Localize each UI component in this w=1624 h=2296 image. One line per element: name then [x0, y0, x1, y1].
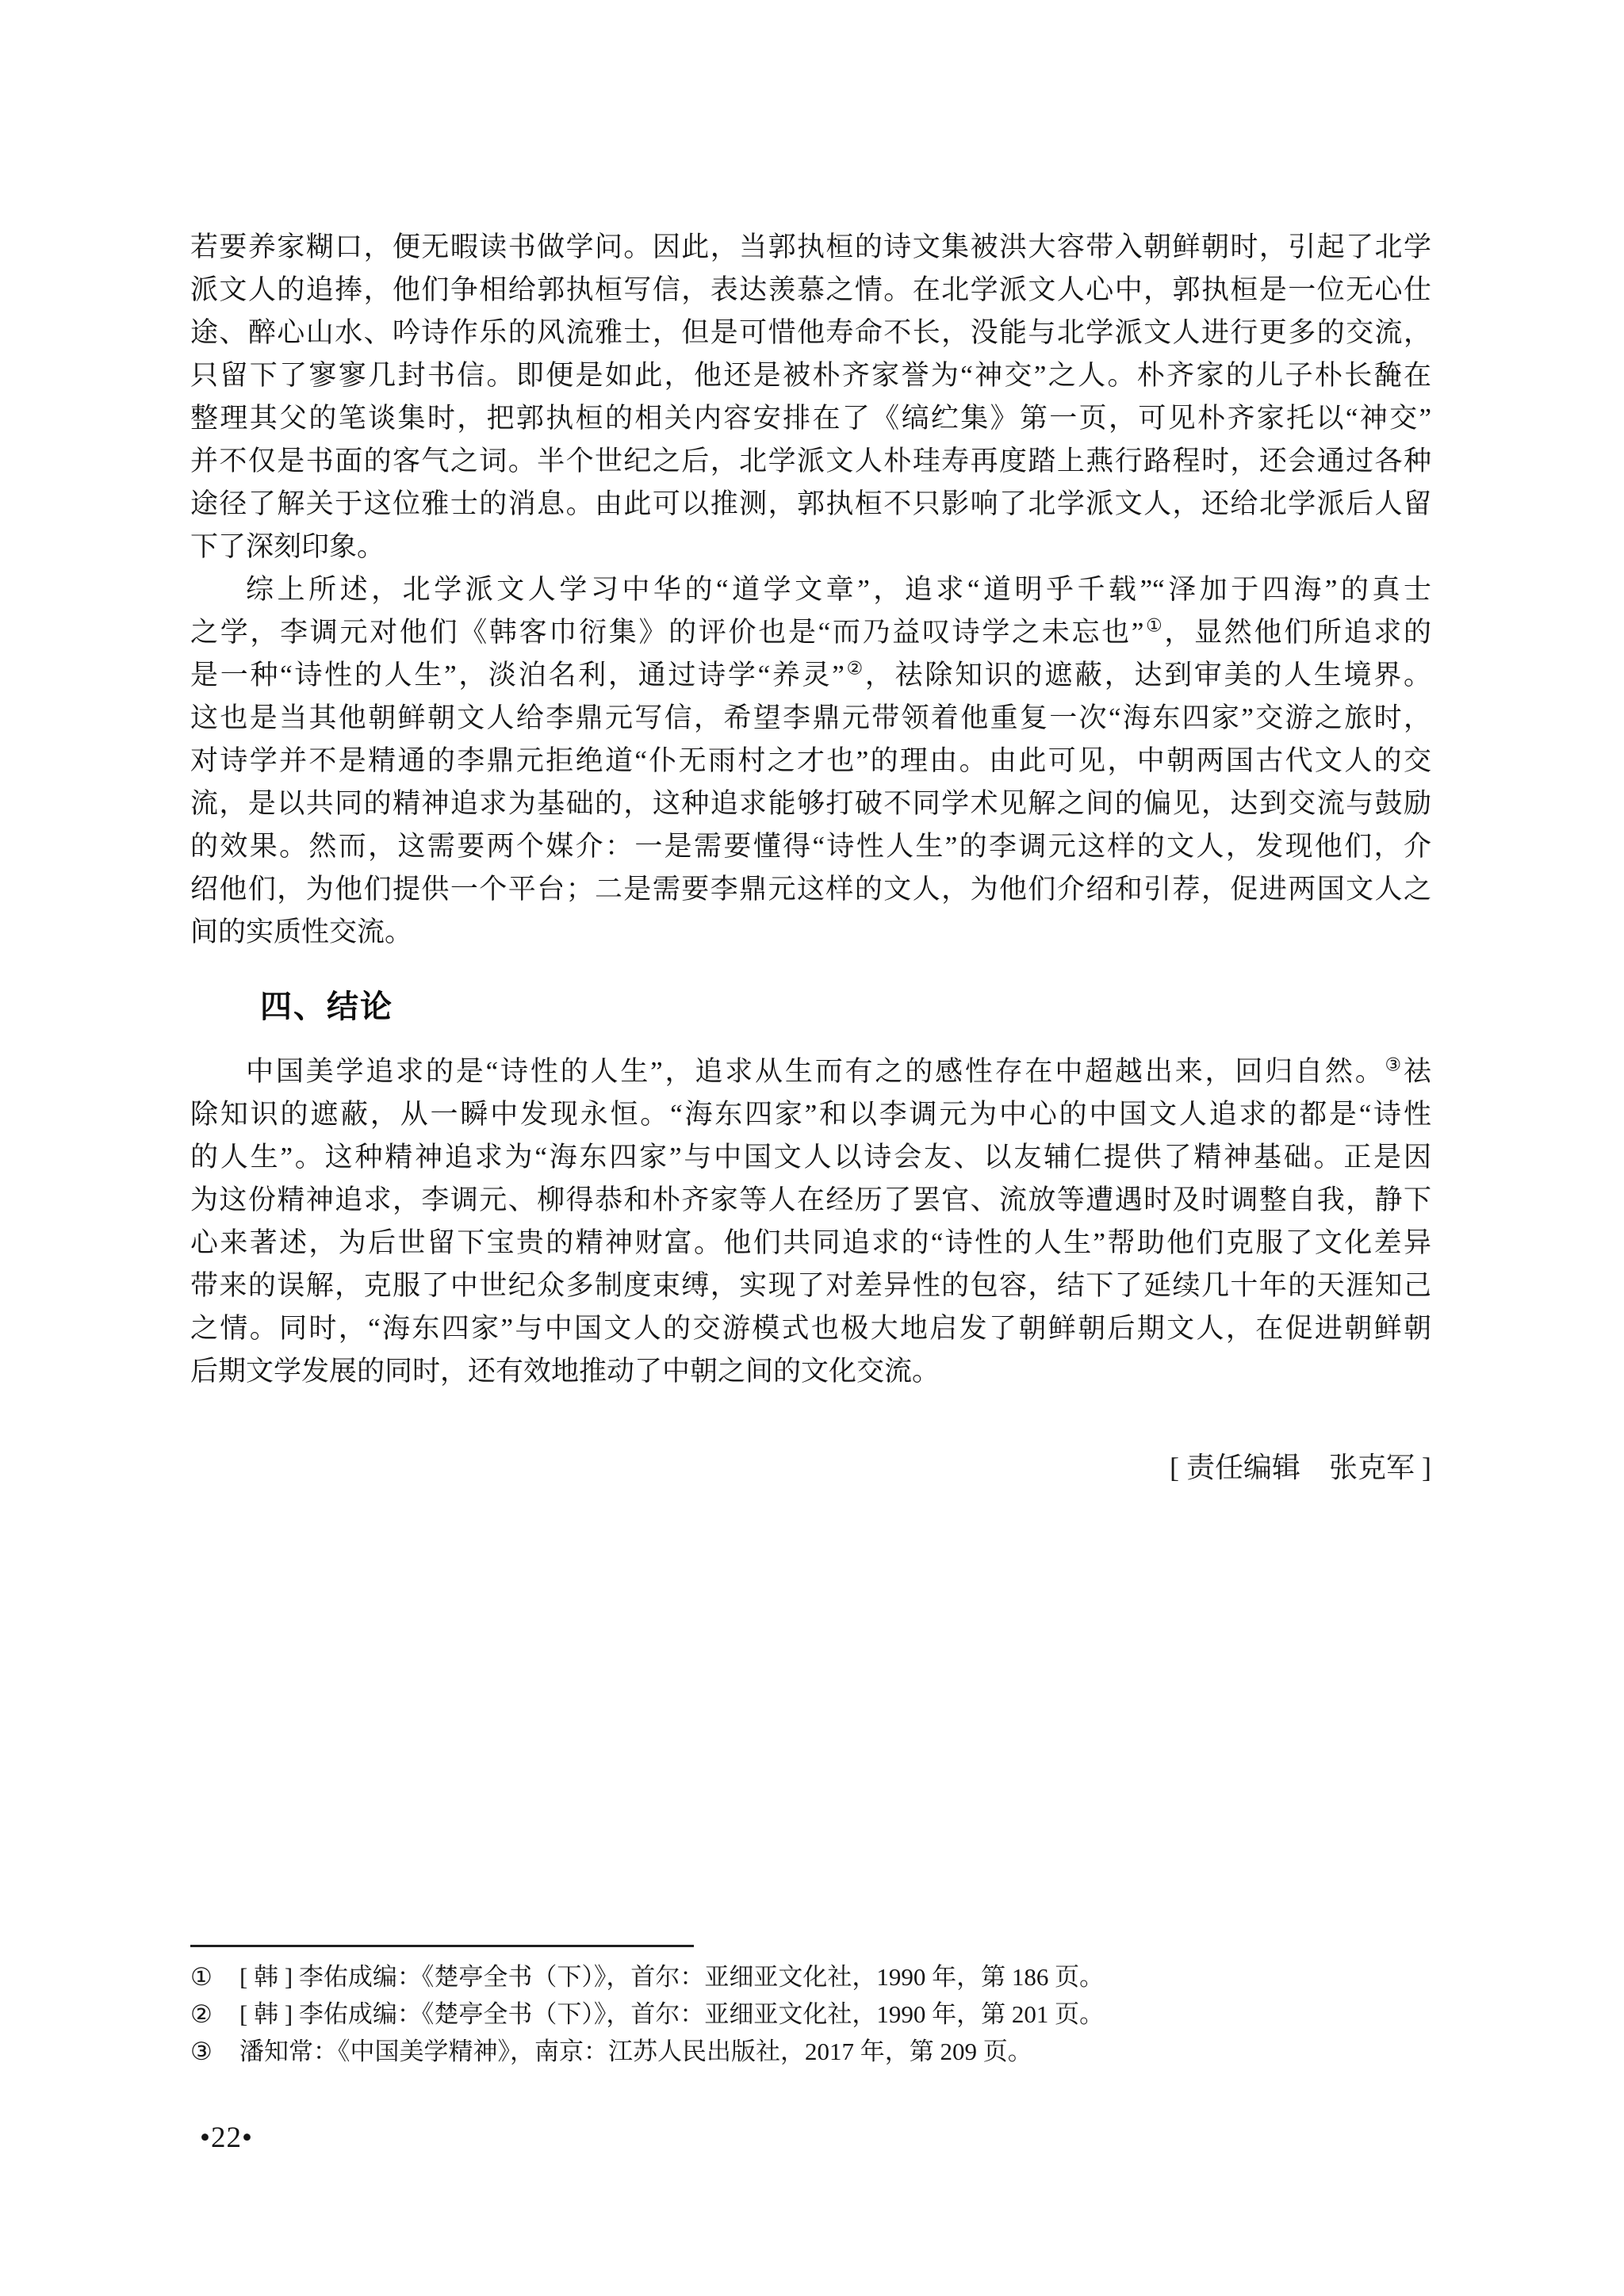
footnote — [190, 1958, 1431, 1996]
text-line: 为这份精神追求，李调元、柳得恭和朴齐家等人在经历了罢官、流放等遭遇时及时调整自我，静下 — [190, 1184, 1431, 1215]
text-line: 后期文学发展的同时，还有效地推动了中朝之间的文化交流。 — [190, 1356, 940, 1387]
text-line: 只留下了寥寥几封书信。即便是如此，他还是被朴齐家誉为“神交”之人。朴齐家的儿子朴长馣在 — [190, 360, 1431, 391]
text-line: 之学，李调元对他们《韩客巾衍集》的评价也是“而乃益叹诗学之未忘也”①，显然他们所追求的 — [190, 615, 1431, 648]
text-line: 的人生”。这种精神追求为“海东四家”与中国文人以诗会友、以友辅仁提供了精神基础。正是因 — [190, 1142, 1431, 1173]
text-line: 途径了解关于这位雅士的消息。由此可以推测，郭执桓不只影响了北学派文人，还给北学派后人留 — [190, 488, 1431, 519]
body-text — [190, 226, 1431, 1489]
page-number: •22• — [200, 2122, 253, 2154]
text-line: 综上所述，北学派文人学习中华的“道学文章”，追求“道明乎千载”“泽加于四海”的真士 — [246, 574, 1431, 605]
footnote-marker: ① — [190, 1963, 213, 1991]
text-line: 途、醉心山水、吟诗作乐的风流雅士，但是可惜他寿命不长，没能与北学派文人进行更多的交流， — [190, 317, 1431, 348]
footnote — [190, 1996, 1431, 2033]
paragraph — [190, 1050, 1431, 1393]
text-line: 派文人的追捧，他们争相给郭执桓写信，表达羡慕之情。在北学派文人心中，郭执桓是一位无心仕 — [190, 274, 1431, 305]
text-line: 绍他们，为他们提供一个平台；二是需要李鼎元这样的文人，为他们介绍和引荐，促进两国文人之 — [190, 874, 1431, 905]
text-line: 整理其父的笔谈集时，把郭执桓的相关内容安排在了《缟纻集》第一页，可见朴齐家托以“神交” — [190, 403, 1431, 434]
footnote-text: [ 韩 ] 李佑成编：《楚亭全书（下）》，首尔：亚细亚文化社，1990 年，第 201 页。 — [239, 2000, 1105, 2028]
footnote-ref: ① — [1143, 615, 1165, 636]
text-line: 心来著述，为后世留下宝贵的精神财富。他们共同追求的“诗性的人生”帮助他们克服了文化差异 — [190, 1227, 1431, 1258]
editor-credit: [ 责任编辑 张克军 ] — [1170, 1452, 1431, 1483]
text-line: 的效果。然而，这需要两个媒介：一是需要懂得“诗性人生”的李调元这样的文人，发现他们，介 — [190, 831, 1431, 862]
footnote-ref: ② — [844, 658, 865, 679]
text-line: 流，是以共同的精神追求为基础的，这种追求能够打破不同学术见解之间的偏见，达到交流与鼓励 — [190, 788, 1431, 819]
text-line: 带来的误解，克服了中世纪众多制度束缚，实现了对差异性的包容，结下了延续几十年的天涯知己 — [190, 1270, 1431, 1301]
text-line: 之情。同时，“海东四家”与中国文人的交游模式也极大地启发了朝鲜朝后期文人，在促进朝鲜朝 — [190, 1313, 1431, 1344]
footnote-marker: ② — [190, 2000, 213, 2028]
text-line: 是一种“诗性的人生”，淡泊名利，通过诗学“养灵”②，祛除知识的遮蔽，达到审美的人生境界。 — [190, 658, 1431, 691]
footnote-marker: ③ — [190, 2038, 213, 2065]
text-line: 下了深刻印象。 — [190, 531, 385, 562]
text-line: 除知识的遮蔽，从一瞬中发现永恒。“海东四家”和以李调元为中心的中国文人追求的都是“诗性 — [190, 1099, 1431, 1130]
text-line: 中国美学追求的是“诗性的人生”，追求从生而有之的感性存在中超越出来，回归自然。③祛 — [246, 1054, 1431, 1087]
text-line: 并不仅是书面的客气之词。半个世纪之后，北学派文人朴珪寿再度踏上燕行路程时，还会通过各种 — [190, 446, 1431, 476]
text-line: 对诗学并不是精通的李鼎元拒绝道“仆无雨村之才也”的理由。由此可见，中朝两国古代文人的交 — [190, 745, 1431, 776]
text-line: 间的实质性交流。 — [190, 916, 413, 947]
footnote — [190, 2033, 1431, 2070]
footnote-text: 潘知常：《中国美学精神》，南京：江苏人民出版社，2017 年，第 209 页。 — [239, 2038, 1032, 2065]
section-heading: 四、结论 — [260, 989, 393, 1024]
text-line: 若要养家糊口，便无暇读书做学问。因此，当郭执桓的诗文集被洪大容带入朝鲜朝时，引起了北学 — [190, 232, 1431, 262]
paragraph — [190, 568, 1431, 954]
footnote-text: [ 韩 ] 李佑成编：《楚亭全书（下）》，首尔：亚细亚文化社，1990 年，第 186 页。 — [239, 1963, 1105, 1991]
paragraph — [190, 226, 1431, 568]
footnote-divider — [190, 1945, 694, 1947]
text-line: 这也是当其他朝鲜朝文人给李鼎元写信，希望李鼎元带领着他重复一次“海东四家”交游之旅时， — [190, 702, 1431, 733]
footnotes-section — [190, 1945, 1431, 2070]
footnote-ref: ③ — [1385, 1054, 1404, 1075]
